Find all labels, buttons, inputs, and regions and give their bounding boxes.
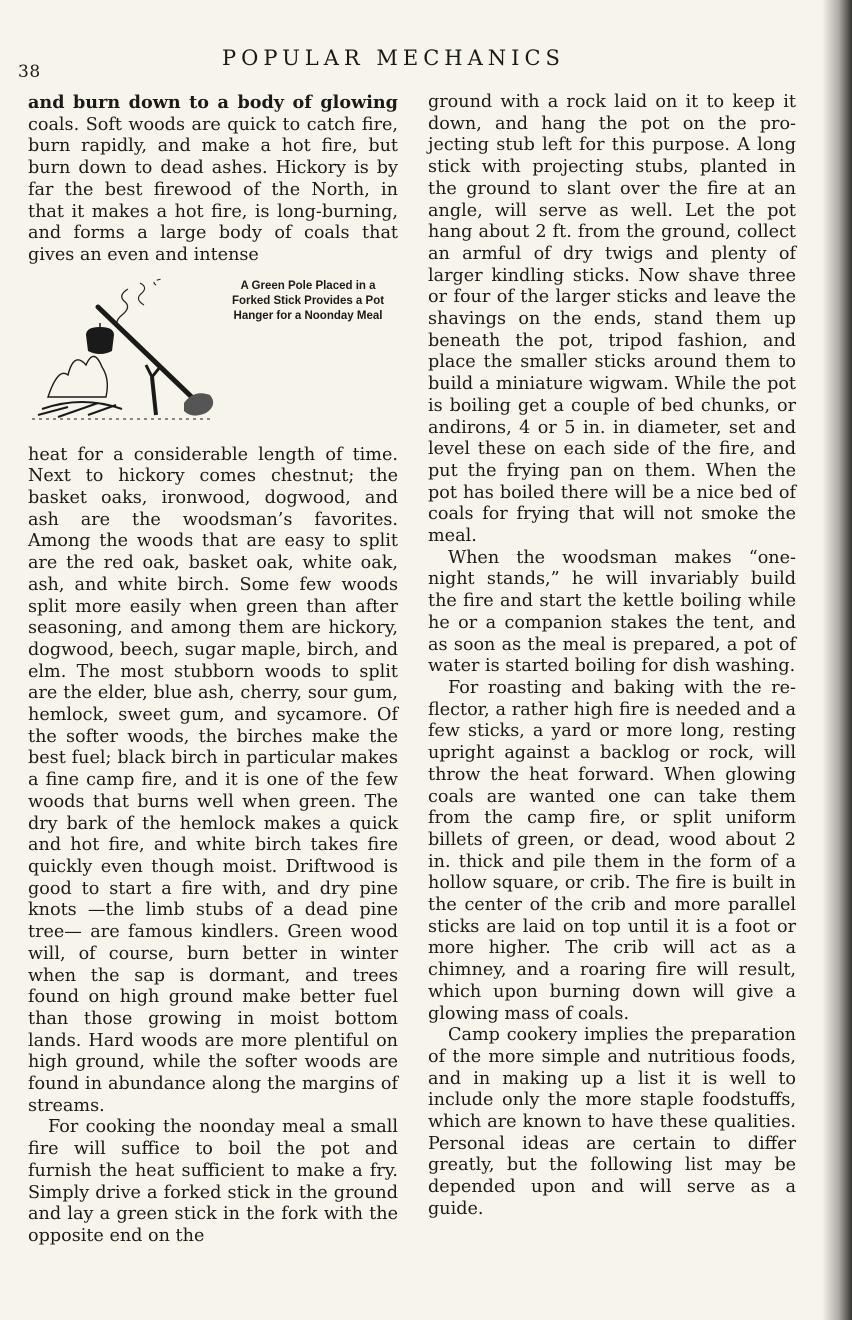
right-paragraph-1: ground with a rock laid on it to keep it down, and hang the pot on the projecting stub left for this purpose. A long stick with projecting stubs, planted in the ground to slant over the fire at an angle, will serve as well. Let the pot hang about 2 ft. from the ground, collect an armful of dry twigs and plenty of larger kindling sticks. Now shave three or four of the larger sticks and leave the shavings on the ends, stand them up beneath the pot, tripod fashion, and place the smaller sticks around them to build a miniature wigwam. While the pot is boiling get a couple of bed chunks, or andirons, 4 or 5 in. in diameter, set and level these on each side of the fire, and put the frying pan on them. When the pot has boiled there will be a nice bed of coals for frying that will not smoke the meal. xyxy=(428,92,796,547)
left-column xyxy=(28,92,398,1248)
right-column xyxy=(428,92,796,1221)
right-paragraph-3: For roasting and baking with the reflector, a rather high fire is needed and a few sticks, a yard or more long, resting upright against a backlog or rock, will throw the heat forward. When glowing coals are wanted one can take them from the camp fire, or split uniform billets of green, or dead, wood about 2 in. thick and pile them in the form of a hollow square, or crib. The fire is built in the center of the crib and more parallel sticks are laid on top until it is a foot or more higher. The crib will act as a chimney, and a roaring fire will result, which upon burning down will give a glowing mass of coals. xyxy=(428,677,796,1024)
figure xyxy=(28,271,398,439)
left-paragraph-1-lead: and burn down to a body of glowing xyxy=(28,92,398,113)
left-paragraph-1-rest: coals. Soft woods are quick to catch fire, burn rapidly, and make a hot fire, but burn down to dead ashes. Hickory is by far the best firewood of the North, in that it makes a hot fire, is long-burning, and forms a large body of coals that gives an even and intense xyxy=(28,114,398,265)
page-number: 38 xyxy=(18,62,41,82)
figure-caption: A Green Pole Placed in a Forked Stick Provides a Pot Hanger for a Noonday Meal xyxy=(231,279,385,322)
right-paragraph-2: When the woodsman makes “one-night stands,” he will invariably build the fire and start the kettle boiling while he or a companion stakes the tent, and as soon as the meal is prepared, a pot of water is started boiling for dish washing. xyxy=(428,547,796,677)
left-paragraph-2: heat for a considerable length of time. Next to hickory comes chestnut; the basket oaks, ironwood, dogwood, and ash are the woodsman’s favorites. Among the woods that are easy to split are the red oak, basket oak, white oak, ash, and white birch. Some few woods split more easily when green than after seasoning, and among them are hickory, dogwood, beech, sugar maple, birch, and elm. The most stubborn woods to split are the elder, blue ash, cherry, sour gum, hemlock, sweet gum, and sycamore. Of the softer woods, the birches make the best fuel; black birch in particular makes a fine camp fire, and it is one of the few woods that burns well when green. The dry bark of the hemlock makes a quick and hot fire, and white birch takes fire quickly even though moist. Driftwood is good to start a fire with, and dry pine knots —the limb stubs of a dead pine tree— are famous kindlers. Green wood will, of course, burn better in winter when the sap is dormant, and trees found on high ground make better fuel than those growing in moist bottom lands. Hard woods are more plentiful on high ground, while the softer woods are found in abundance along the margins of streams. xyxy=(28,444,398,1116)
left-paragraph-1 xyxy=(28,92,398,267)
running-head: POPULAR MECHANICS xyxy=(222,46,565,70)
right-paragraph-4: Camp cookery implies the preparation of the more simple and nutritious foods, and in making up a list it is well to include only the more staple foodstuffs, which are known to have these qualities. Personal ideas are certain to differ greatly, but the following list may be depended upon and will serve as a guide. xyxy=(428,1025,796,1219)
page-binding-shadow xyxy=(822,0,852,1320)
left-paragraph-3: For cooking the noonday meal a small fire will suffice to boil the pot and furnish the heat sufficient to make a fry. Simply drive a forked stick in the ground and lay a green stick in the fork with the opposite end on the xyxy=(28,1117,398,1246)
campfire-pot-hanger-icon xyxy=(28,277,218,427)
